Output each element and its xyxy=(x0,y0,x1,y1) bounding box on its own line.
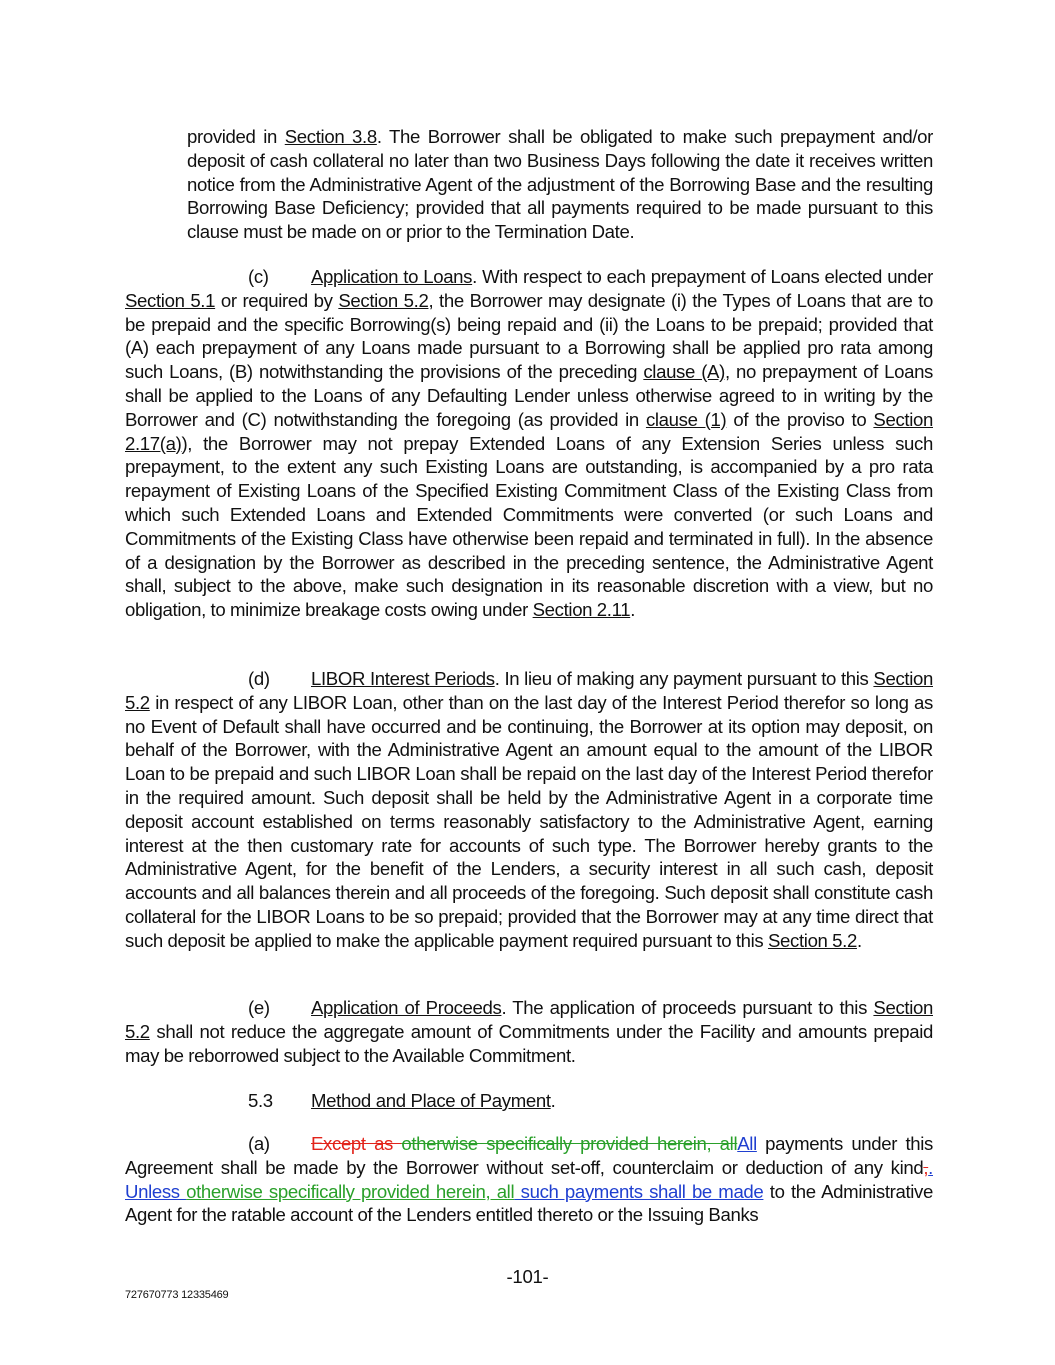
clause-label: (e) xyxy=(248,997,270,1018)
cross-reference: LIBOR Interest Periods xyxy=(311,668,495,689)
cross-reference: Application to Loans xyxy=(311,266,473,287)
clause-label: (d) xyxy=(248,668,270,689)
cross-reference: Section 5.2 xyxy=(125,997,933,1042)
section-heading xyxy=(248,1089,555,1113)
paragraph-d-libor-interest-periods xyxy=(125,667,933,953)
cross-reference: Section 5.2 xyxy=(767,929,857,951)
paragraph-text xyxy=(125,997,933,1066)
paragraph-5-3-a-payments xyxy=(125,1132,933,1227)
section-title-period: . xyxy=(550,1090,556,1111)
text-run: , the Borrower may designate (i) the Types of Loans that are to be prepaid and the specific Borrowing(s) being repaid and (ii) the Loans to be prepaid; provided that (A) each prepayment of any Loans made pursuant to a Borrowing shall be applied pro rata among such Loans, (B) notwithstanding the provisions of the preceding xyxy=(125,289,934,383)
text-run: shall not reduce the aggregate amount of Commitments under the Facility and amounts prepaid may be reborrowed subject to the Available Commitment. xyxy=(125,1020,933,1066)
tracked-change-text: Except as xyxy=(311,1133,402,1154)
tracked-change-text: . Unless xyxy=(125,1156,933,1202)
text-run: ), the Borrower may not prepay Extended Loans of any Extension Series unless such prepayment, to the extent any such Existing Loans are outstanding, is accompanied by a pro rata repayment of Existing Loans of the Specified Existing Commitment Class of the Existing Class from which such Extended Loans and Extended Commitments were converted (or such Loans and Commitments of the Existing Class have otherwise been repaid and terminated in full). In the absence of a designation by the Borrower as described in the preceding sentence, the Administrative Agent shall, subject to the above, make such designation in its reasonable discretion with a view, but no obligation, to minimize breakage costs owing under xyxy=(125,432,933,621)
tracked-change-text: , xyxy=(923,1156,929,1178)
paragraph-b-continuation xyxy=(187,125,933,244)
clause-label: (a) xyxy=(248,1133,270,1154)
text-run: payments under this Agreement shall be made by the Borrower without set-off, counterclaim or deduction of any kind xyxy=(125,1133,933,1178)
text-run: . The Borrower shall be obligated to make such prepayment and/or deposit of cash collateral no later than two Business Days following the date it receives written notice from the Administrative Agent of the adjustment of the Borrowing Base and the resulting Borrowing Base Deficiency; provided that all payments required to be made pursuant to this clause must be made on or prior to the Termination Date. xyxy=(187,126,934,243)
cross-reference: clause (1) xyxy=(645,408,727,430)
text-run: , no prepayment of Loans shall be applied to the Loans of any Defaulting Lender unless otherwise agreed to in writing by the Borrower and (C) notwithstanding the foregoing (as provided in xyxy=(125,361,934,430)
tracked-change-text: such payments shall be made xyxy=(514,1180,764,1202)
text-run: . The application of proceeds pursuant to this xyxy=(501,997,874,1018)
paragraph-text xyxy=(125,668,933,951)
page-number: -101- xyxy=(506,1266,549,1287)
cross-reference: Section 5.1 xyxy=(125,289,216,311)
section-title: Method and Place of Payment xyxy=(311,1090,551,1111)
text-run: provided in xyxy=(187,126,285,147)
text-run: to the Administrative Agent for the ratable account of the Lenders entitled thereto or the Issuing Banks xyxy=(125,1180,933,1226)
tracked-change-text: otherwise specifically provided herein, all xyxy=(186,1180,515,1202)
cross-reference: Section 5.2 xyxy=(338,289,429,311)
text-run: . With respect to each prepayment of Loans elected under xyxy=(472,266,933,287)
document-id: 727670773 12335469 xyxy=(125,1289,229,1301)
text-run: in respect of any LIBOR Loan, other than on the last day of the Interest Period therefor so long as no Event of Default shall have occurred and be continuing, the Borrower at its option may deposit, on behalf of the Borrower, with the Administrative Agent an amount equal to the amount of the LIBOR Loan to be prepaid and such LIBOR Loan shall be repaid on the last day of the Interest Period therefor in the required amount. Such deposit shall be held by the Administrative Agent in a corporate time deposit account established on terms reasonably satisfactory to the Administrative Agent, earning interest at the then customary rate for accounts of such type. The Borrower hereby grants to the Administrative Agent, for the benefit of the Lenders, a security interest in all such cash, deposit accounts and all balances therein and all proceeds of the foregoing. Such deposit shall constitute cash collateral for the LIBOR Loans to be so prepaid; provided that the Borrower may at any time direct that such deposit be applied to make the applicable payment required pursuant to this xyxy=(125,691,933,951)
tracked-change-text: All xyxy=(737,1133,757,1154)
section-number: 5.3 xyxy=(248,1090,273,1111)
paragraph-text xyxy=(125,266,933,620)
paragraph-text xyxy=(125,1133,933,1225)
text-run: of the proviso to xyxy=(726,408,874,430)
text-run: . xyxy=(856,929,862,951)
paragraph-e-application-of-proceeds xyxy=(125,996,933,1067)
text-run: . xyxy=(630,599,636,621)
cross-reference: clause (A) xyxy=(643,361,725,383)
cross-reference: Section 2.17(a) xyxy=(125,408,933,454)
cross-reference: Section 2.11 xyxy=(532,599,631,621)
text-run: . In lieu of making any payment pursuant to this xyxy=(494,668,874,689)
text-run: or required by xyxy=(215,289,339,311)
paragraph-c-application-to-loans xyxy=(125,265,933,622)
clause-label: (c) xyxy=(248,266,269,287)
cross-reference: Application of Proceeds xyxy=(311,997,502,1018)
cross-reference: Section 3.8 xyxy=(284,126,377,147)
cross-reference: Section 5.2 xyxy=(125,668,933,713)
tracked-change-text: otherwise specifically provided herein, all xyxy=(401,1133,738,1154)
